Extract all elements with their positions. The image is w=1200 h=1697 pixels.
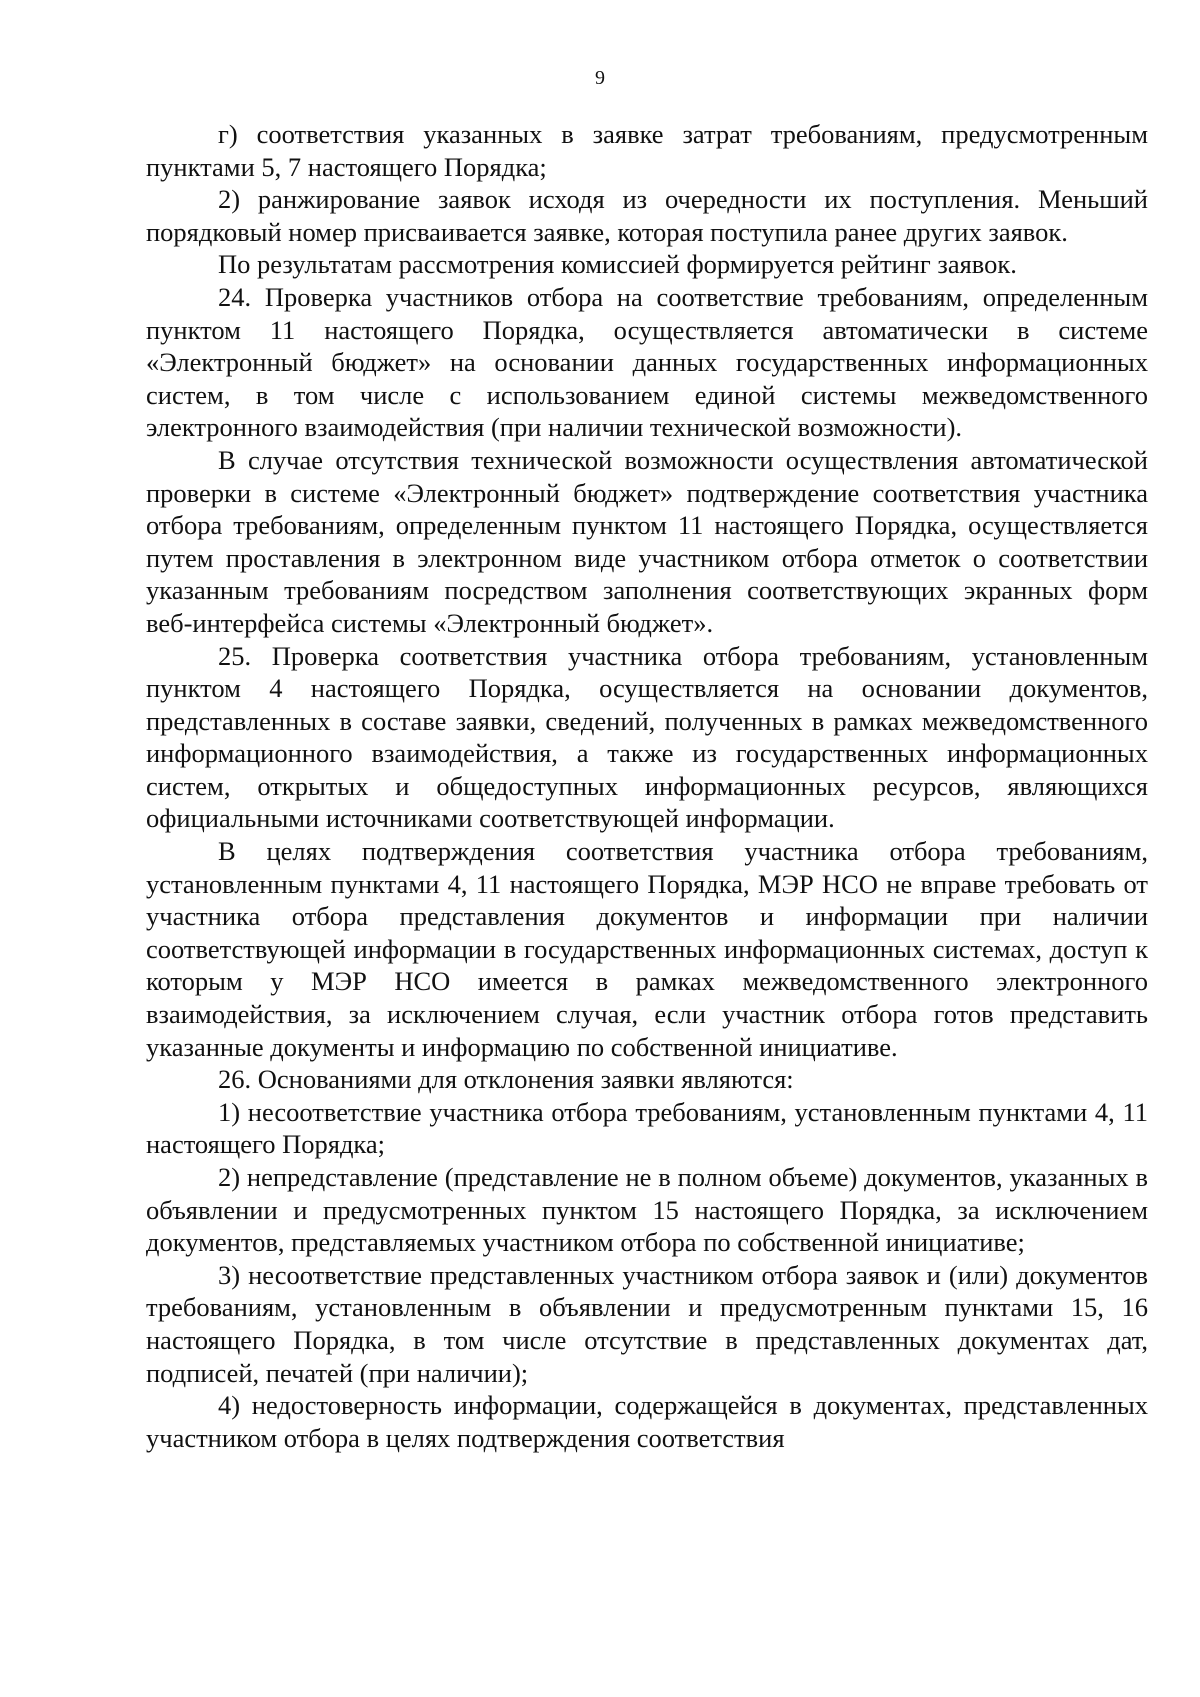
paragraph-26-item-3: 3) несоответствие представленных участником отбора заявок и (или) документов требованиям, установленным в объявлении и предусмотренным пунктами 15, 16 настоящего Порядка, в том числе отсутствие в представленных документах дат, подписей, печатей (при наличии);	[146, 1259, 1148, 1388]
paragraph-25-confirmation: В целях подтверждения соответствия участника отбора требованиям, установленным пунктами 4, 11 настоящего Порядка, МЭР НСО не вправе требовать от участника отбора представления документов и информации при наличии соответствующей информации в государственных информационных системах, доступ к которым у МЭР НСО имеется в рамках межведомственного электронного взаимодействия, за исключением случая, если участник отбора готов представить указанные документы и информацию по собственной инициативе.	[146, 836, 1148, 1062]
paragraph-26-item-2: 2) непредставление (представление не в полном объеме) документов, указанных в объявлении и предусмотренных пунктом 15 настоящего Порядка, за исключением документов, представляемых участником отбора по собственной инициативе;	[146, 1162, 1148, 1258]
paragraph-26-item-1: 1) несоответствие участника отбора требованиям, установленным пунктами 4, 11 настоящего Порядка;	[146, 1096, 1148, 1160]
paragraph-24-no-technical-possibility: В случае отсутствия технической возможности осуществления автоматической проверки в системе «Электронный бюджет» подтверждение соответствия участника отбора требованиям, определенным пунктом 11 настоящего Порядка, осуществляется путем проставления в электронном виде участником отбора отметок о соответствии указанным требованиям посредством заполнения соответствующих экранных форм веб-интерфейса системы «Электронный бюджет».	[146, 444, 1148, 638]
paragraph-26: 26. Основаниями для отклонения заявки являются:	[218, 1064, 794, 1095]
paragraph-rating: По результатам рассмотрения комиссией формируется рейтинг заявок.	[218, 249, 1017, 280]
document-body	[146, 118, 1148, 1454]
paragraph-25: 25. Проверка соответствия участника отбора требованиям, установленным пунктом 4 настоящего Порядка, осуществляется на основании документов, представленных в составе заявки, сведений, полученных в рамках межведомственного информационного взаимодействия, а также из государственных информационных систем, открытых и общедоступных информационных ресурсов, являющихся официальными источниками соответствующей информации.	[146, 640, 1148, 834]
paragraph-26-item-4: 4) недостоверность информации, содержащейся в документах, представленных участником отбора в целях подтверждения соответствия	[146, 1390, 1148, 1453]
paragraph-2-ranking: 2) ранжирование заявок исходя из очередности их поступления. Меньший порядковый номер присваивается заявке, которая поступила ранее других заявок.	[146, 184, 1148, 247]
paragraph-g-cost-compliance: г) соответствия указанных в заявке затрат требованиям, предусмотренным пунктами 5, 7 настоящего Порядка;	[146, 119, 1148, 182]
paragraph-24: 24. Проверка участников отбора на соответствие требованиям, определенным пунктом 11 настоящего Порядка, осуществляется автоматически в системе «Электронный бюджет» на основании данных государственных информационных систем, в том числе с использованием единой системы межведомственного электронного взаимодействия (при наличии технической возможности).	[146, 281, 1148, 443]
page-number: 9	[595, 67, 605, 89]
